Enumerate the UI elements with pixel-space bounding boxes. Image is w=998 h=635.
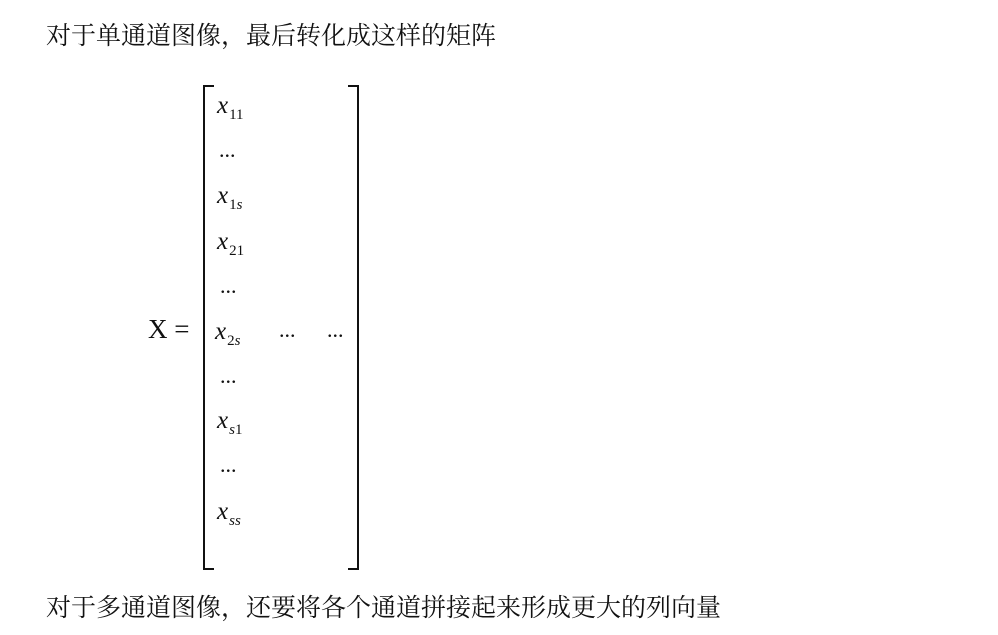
matrix-ellipsis: ... [220, 363, 237, 388]
intro-text: 对于单通道图像，最后转化成这样的矩阵 [46, 21, 497, 50]
right-bracket [348, 85, 359, 570]
left-bracket [203, 85, 214, 570]
matrix-entry-x2s: x2s [215, 318, 241, 349]
matrix-entry-x1s: x1s [217, 182, 243, 213]
matrix-column-ellipsis: ... [279, 317, 296, 342]
matrix-entry-x11: x11 [217, 92, 244, 123]
matrix-ellipsis: ... [220, 452, 237, 477]
matrix-entry-x21: x21 [217, 228, 245, 259]
outro-text: 对于多通道图像，还要将各个通道拼接起来形成更大的列向量 [46, 593, 722, 622]
matrix-ellipsis: ... [220, 273, 237, 298]
matrix-ellipsis: ... [219, 137, 236, 162]
matrix-entry-xss: xss [217, 498, 241, 529]
matrix-column-ellipsis: ... [327, 317, 344, 342]
matrix-entry-xs1: xs1 [217, 407, 243, 438]
matrix-lhs: X = [148, 314, 190, 344]
